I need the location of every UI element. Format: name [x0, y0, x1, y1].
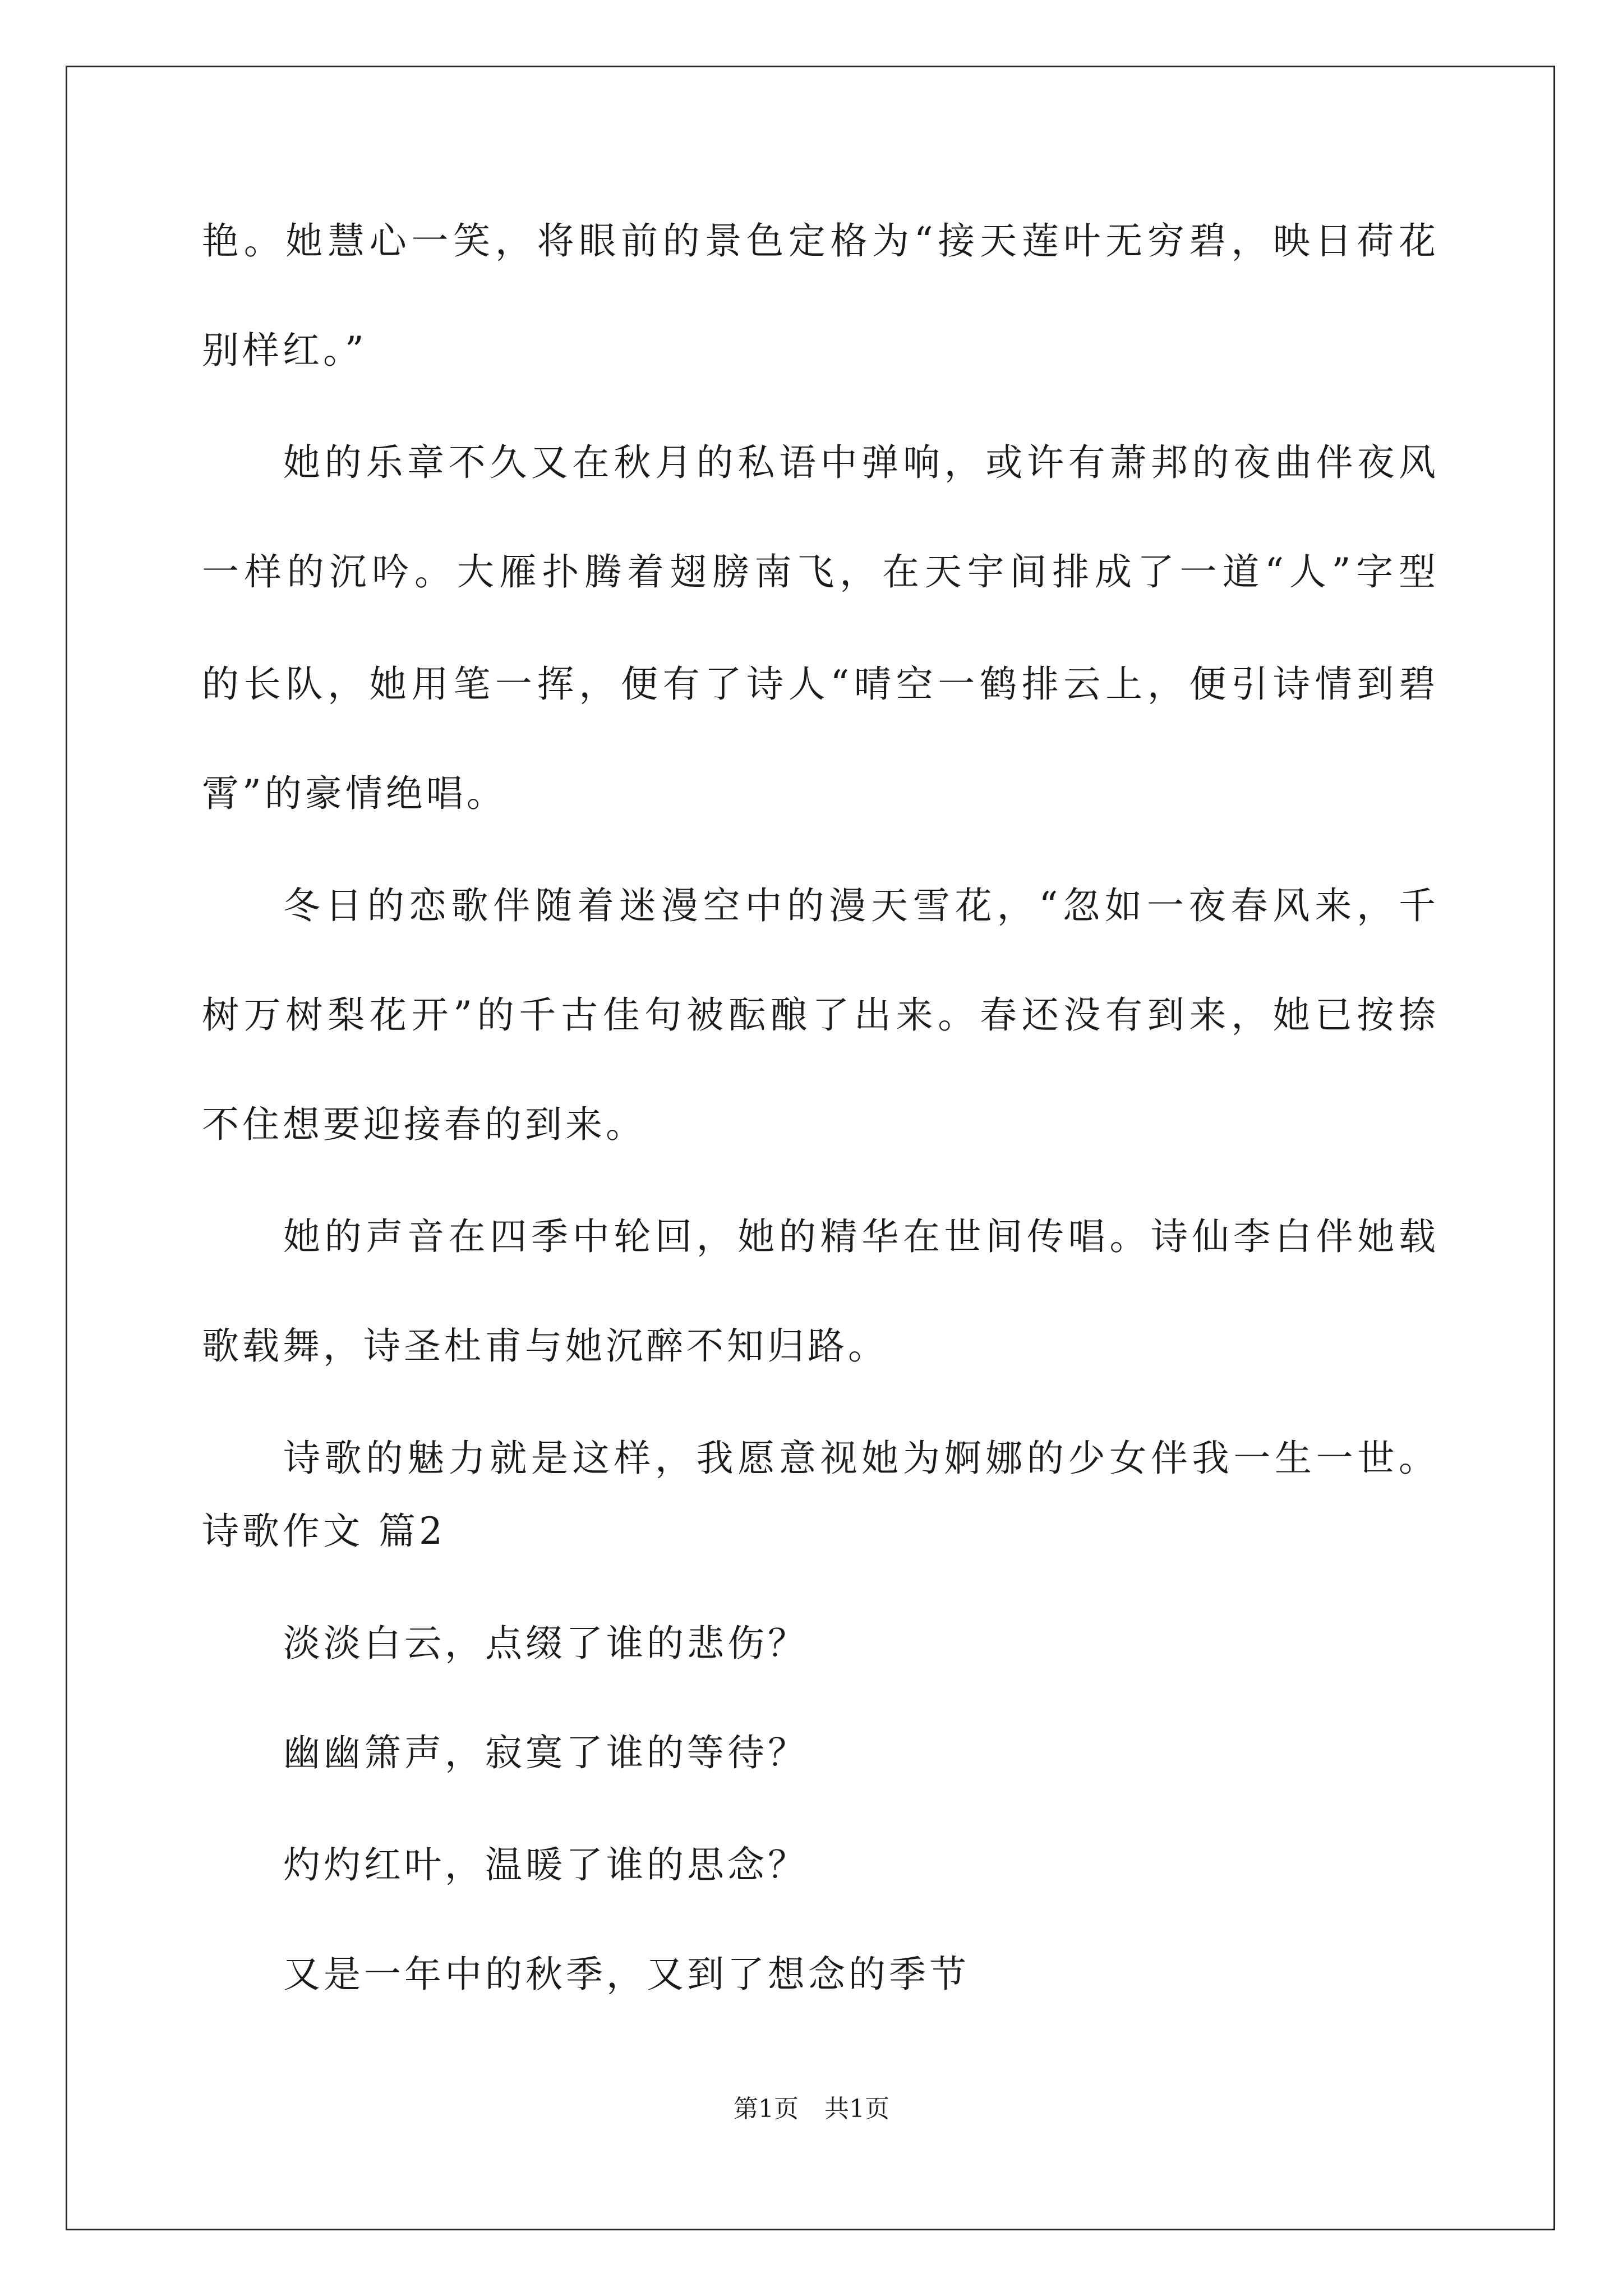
- page-number: 第1页: [734, 2095, 799, 2123]
- text-line: 树万树梨花开”的千古佳句被酝酿了出来。春还没有到来，她已按捺: [202, 993, 1436, 1037]
- text-line: 她的乐章不久又在秋月的私语中弹响，或许有萧邦的夜曲伴夜风: [283, 441, 1436, 484]
- text-line: 灼灼红叶，温暖了谁的思念？: [283, 1843, 808, 1887]
- text-line: 她的声音在四季中轮回，她的精华在世间传唱。诗仙李白伴她载: [283, 1215, 1436, 1258]
- text-line: 霄”的豪情绝唱。: [202, 772, 507, 815]
- section-heading: 诗歌作文 篇2: [202, 1510, 446, 1553]
- text-line: 歌载舞，诗圣杜甫与她沉醉不知归路。: [202, 1324, 888, 1368]
- text-line: 又是一年中的秋季，又到了想念的季节: [283, 1953, 970, 1996]
- page-footer: [0, 2092, 1623, 2126]
- text-line: 淡淡白云，点缀了谁的悲伤？: [283, 1622, 808, 1665]
- text-line: 艳。她慧心一笑，将眼前的景色定格为“接天莲叶无穷碧，映日荷花: [202, 219, 1436, 263]
- text-line: 的长队，她用笔一挥，便有了诗人“晴空一鹤排云上，便引诗情到碧: [202, 662, 1436, 706]
- text-line: 一样的沉吟。大雁扑腾着翅膀南飞，在天宇间排成了一道“人”字型: [202, 550, 1436, 593]
- text-line: 诗歌的魅力就是这样，我愿意视她为婀娜的少女伴我一生一世。: [283, 1437, 1436, 1480]
- text-line: 冬日的恋歌伴随着迷漫空中的漫天雪花，“忽如一夜春风来，千: [283, 884, 1436, 927]
- page-total: 共1页: [824, 2095, 889, 2123]
- text-line: 幽幽箫声，寂寞了谁的等待？: [283, 1731, 808, 1774]
- text-line: 别样红。”: [202, 329, 367, 372]
- text-line: 不住想要迎接春的到来。: [202, 1103, 646, 1146]
